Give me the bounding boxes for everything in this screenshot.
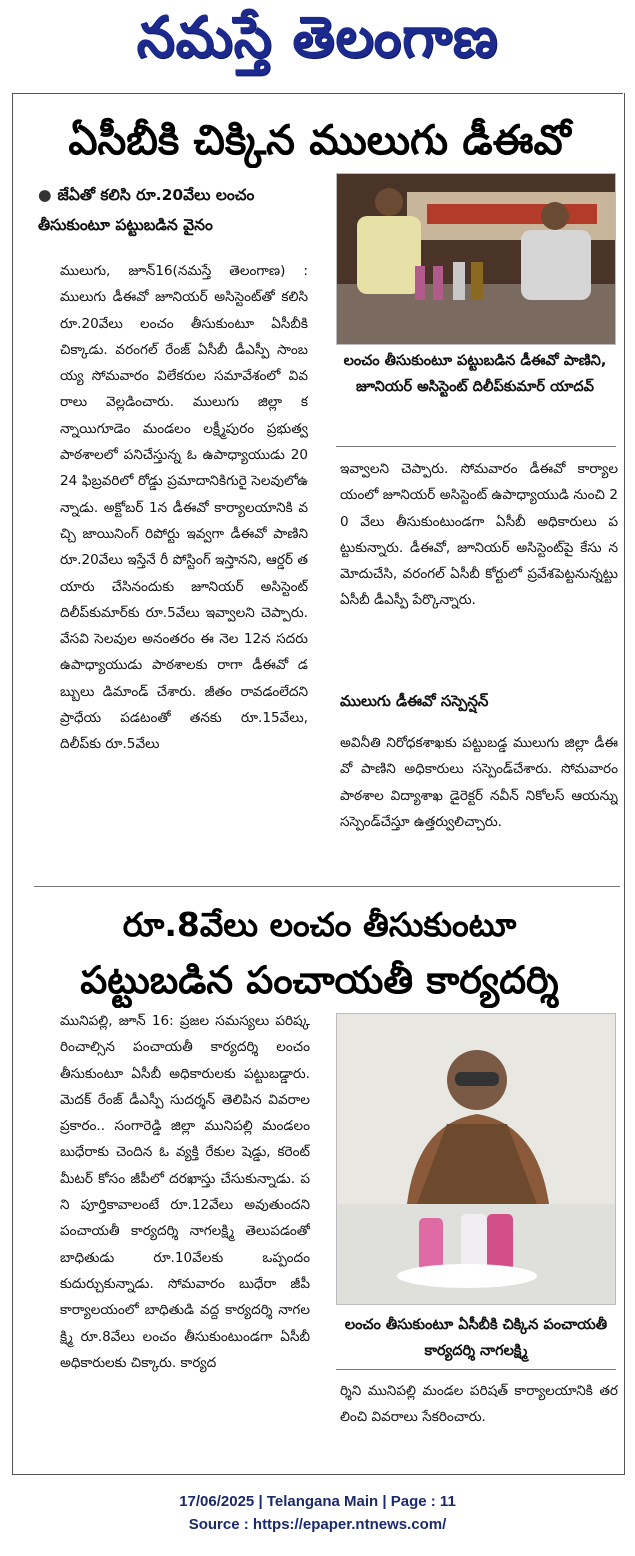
story1-photo bbox=[336, 173, 616, 345]
story2-photo-image bbox=[337, 1014, 615, 1304]
caption-divider-2 bbox=[336, 1369, 616, 1370]
story1-body-col1: ములుగు, జూన్16(నమస్తే తెలంగాణ) : ములుగు డీఈవో జూనియర్ అసిస్టెంట్‌తో కలిసి రూ.20వేలు లంచం తీసుకుంటూ ఏసీబీకి చిక్కాడు. వరంగల్ రేంజ్ ఏసీబీ డీఎస్పీ సాంబయ్య సోమవారం విలేకరుల సమావేశంలో వివరాలు వెల్లడించారు. ములుగు జిల్లా కన్నాయిగూడెం మండలం లక్ష్మీపురం ప్రభుత్వ పాఠశాలలో పనిచేస్తున్న ఓ ఉపాధ్యాయుడు 2024 ఫిబ్రవరిలో రోడ్డు ప్రమాదానికిగురై సెలవులోఉన్నాడు. అక్టోబర్ 1న డీఈవో కార్యాలయానికి వచ్చి జాయినింగ్ రిపోర్టు ఇవ్వగా డీఈవో పాణిని రూ.20వేలు ఇస్తేనే రీ పోస్టింగ్ ఇస్తానని, ఆర్డర్ తయారు చేసినందుకు జూనియర్ అసిస్టెంట్ దిలీప్‌కుమార్‌కు రూ.5వేలు ఇవ్వాలని చెప్పారు. వేసవి సెలవుల అనంతరం ఈ నెల 12న సదరు ఉపాధ్యాయుడు పాఠశాలకు రాగా డీఈవో డబ్బులు డిమాండ్ చేశారు. జీతం రావడంలేదని ప్రాధేయ పడటంతో తనకు రూ.15వేలు, దిలీప్‌కు రూ.5వేలు bbox=[60, 263, 308, 753]
footer-date-page: 17/06/2025 | Telangana Main | Page : 11 bbox=[179, 1493, 456, 1510]
story2-headline-line1: రూ.8వేలు లంచం తీసుకుంటూ bbox=[122, 905, 517, 944]
story2-photo-caption: లంచం తీసుకుంటూ ఏసీబీకి చిక్కిన పంచాయతీ కార్యదర్శి నాగలక్ష్మి bbox=[344, 1317, 608, 1359]
story1-subhead: ములుగు డీఈవో సస్పెన్షన్ bbox=[340, 692, 489, 710]
story1-body-col2: ఇవ్వాలని చెప్పారు. సోమవారం డీఈవో కార్యాలయంలో జూనియర్ అసిస్టెంట్ ఉపాధ్యాయుడి నుంచి 20 వేలు తీసుకుంటుండగా ఏసీబీ అధికారులు పట్టుకున్నారు. డీఈవో, జూనియర్ అసిస్టెంట్‌పై కేసు నమోదుచేసి, వరంగల్ ఏసీబీ కోర్టులో ప్రవేశపెట్టనున్నట్టు ఏసీబీ డీఎస్పీ పేర్కొన్నారు. bbox=[340, 461, 618, 609]
caption-divider bbox=[336, 446, 616, 447]
story1-headline: ఏసీబీకి చిక్కిన ములుగు డీఈవో bbox=[68, 116, 571, 164]
masthead bbox=[0, 0, 635, 92]
story1-photo-caption: లంచం తీసుకుంటూ పట్టుబడిన డీఈవో పాణిని, జూనియర్ అసిస్టెంట్ దిలీప్‌కుమార్ యాదవ్ bbox=[343, 353, 607, 395]
story-divider bbox=[34, 886, 620, 887]
story1-body-col2b: అవినీతి నిరోధకశాఖకు పట్టుబడ్డ ములుగు జిల్లా డీఈవో పాణిని అధికారులు సస్పెండ్‌చేశారు. సోమవారం పాఠశాల విద్యాశాఖ డైరెక్టర్ నవీన్ నికోలస్ ఆయన్ను సస్పెండ్‌చేస్తూ ఉత్తర్వులిచ్చారు. bbox=[340, 735, 618, 830]
story2-photo bbox=[336, 1013, 616, 1305]
footer-source: Source : https://epaper.ntnews.com/ bbox=[188, 1516, 447, 1533]
story2-body-col1: మునిపల్లి, జూన్ 16: ప్రజల సమస్యలు పరిష్కరించాల్సిన పంచాయతీ కార్యదర్శి లంచం తీసుకుంటూ ఏసీబీ అధికారులకు పట్టుబడ్డారు. మెదక్ రేంజ్ డీఎస్పీ సుదర్శన్ తెలిపిన వివరాల ప్రకారం.. సంగారెడ్డి జిల్లా మునిపల్లి మండలం బుధేరాకు చెందిన ఓ వ్యక్తి రేకుల షెడ్డు, కరెంట్ మీటర్ కోసం జీపీలో దరఖాస్తు చేసుకున్నాడు. పని పూర్తికావాలంటే రూ.12వేలు అవుతుందని పంచాయతీ కార్యదర్శి నాగలక్ష్మి తెలుపడంతో బాధితుడు రూ.10వేలకు ఒప్పందం కుదుర్చుకున్నాడు. సోమవారం బుధేరా జీపీ కార్యాలయంలో బాధితుడి వద్ద కార్యదర్శి నాగలక్ష్మి రూ.8వేలు లంచం తీసుకుంటుండగా ఏసీబీ అధికారులకు చిక్కారు. కార్యద bbox=[60, 1013, 310, 1371]
story2-headline-line2: పట్టుబడిన పంచాయతీ కార్యదర్శి bbox=[80, 958, 559, 1002]
story2-body-col2: ర్శిని మునిపల్లి మండల పరిషత్ కార్యాలయానికి తరలించి వివరాలు సేకరించారు. bbox=[340, 1383, 618, 1426]
story1-photo-image bbox=[337, 174, 615, 344]
frame-top-rule bbox=[12, 93, 623, 94]
bullet-icon: ● bbox=[38, 186, 52, 204]
story1-kicker bbox=[38, 180, 328, 240]
newspaper-logo: నమస్తే తెలంగాణ bbox=[136, 4, 499, 71]
story1-kicker-text: జేఏతో కలిసి రూ.20వేలు లంచం తీసుకుంటూ పట్టుబడిన వైనం bbox=[38, 186, 255, 234]
